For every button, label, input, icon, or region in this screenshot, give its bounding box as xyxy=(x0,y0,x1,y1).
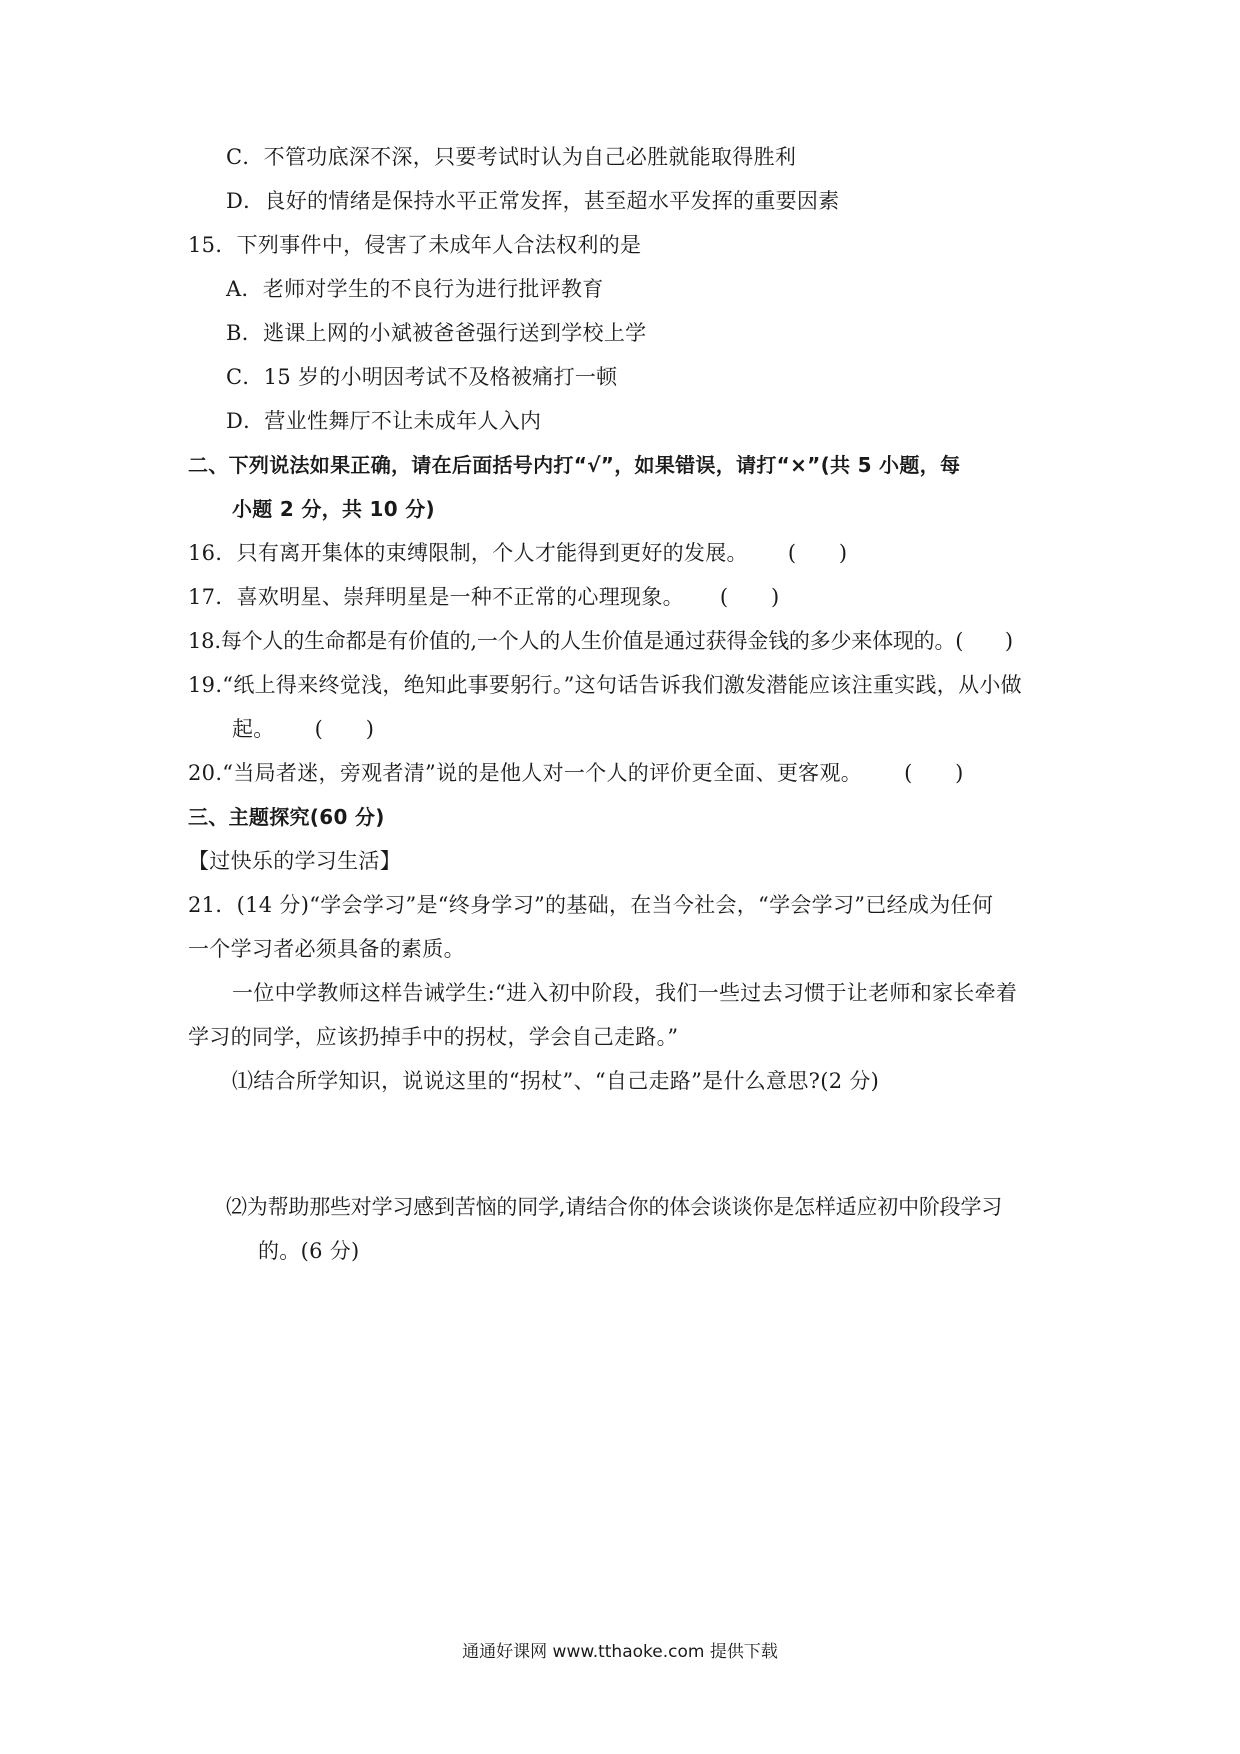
q15-option-b: B．逃课上网的小斌被爸爸强行送到学校上学 xyxy=(226,321,647,345)
q21-sub1: ⑴结合所学知识，说说这里的“拐杖”、“自己走路”是什么意思?(2 分) xyxy=(232,1069,880,1093)
page-footer: 通通好课网 www.tthaoke.com 提供下载 xyxy=(462,1642,778,1662)
q21-stem-line1: 21．(14 分)“学会学习”是“终身学习”的基础，在当今社会，“学会学习”已经成为任何 xyxy=(188,893,994,917)
q21-sub2-line1: ⑵为帮助那些对学习感到苦恼的同学,请结合你的体会谈谈你是怎样适应初中阶段学习 xyxy=(226,1195,1003,1219)
q17-statement xyxy=(188,583,780,611)
q15-option-a: A．老师对学生的不良行为进行批评教育 xyxy=(226,277,604,301)
q19-line1: 19.“纸上得来终觉浅，绝知此事要躬行。”这句话告诉我们激发潜能应该注重实践，从小做 xyxy=(188,673,1022,697)
q21-stem-line2: 一个学习者必须具备的素质。 xyxy=(188,937,465,961)
q17-text: 17．喜欢明星、崇拜明星是一种不正常的心理现象。 xyxy=(188,585,684,609)
q15-stem: 15．下列事件中，侵害了未成年人合法权利的是 xyxy=(188,233,642,257)
q19-line2 xyxy=(232,715,374,743)
q16-answer-blank: ( ) xyxy=(787,541,848,565)
q17-answer-blank: ( ) xyxy=(719,585,780,609)
q16-statement xyxy=(188,539,847,567)
q18-statement: 18.每个人的生命都是有价值的,一个人的人生价值是通过获得金钱的多少来体现的。( ) xyxy=(188,629,1013,653)
q15-option-c: C．15 岁的小明因考试不及格被痛打一顿 xyxy=(226,365,618,389)
section2-heading-line2: 小题 2 分，共 10 分) xyxy=(232,497,435,521)
q19-text-end: 起。 xyxy=(232,717,275,741)
q20-answer-blank: ( ) xyxy=(904,761,964,785)
q20-text: 20.“当局者迷，旁观者清”说的是他人对一个人的评价更全面、更客观。 xyxy=(188,761,863,785)
q16-text: 16．只有离开集体的束缚限制，个人才能得到更好的发展。 xyxy=(188,541,748,565)
q14-option-d: D．良好的情绪是保持水平正常发挥，甚至超水平发挥的重要因素 xyxy=(226,189,840,213)
q21-material-line2: 学习的同学，应该扔掉手中的拐杖，学会自己走路。” xyxy=(188,1025,679,1049)
q14-option-c: C．不管功底深不深，只要考试时认为自己必胜就能取得胜利 xyxy=(226,145,797,169)
q19-answer-blank: ( ) xyxy=(314,717,375,741)
section2-heading-line1: 二、下列说法如果正确，请在后面括号内打“√”，如果错误，请打“×”(共 5 小题，每 xyxy=(188,453,961,477)
section3-theme: 【过快乐的学习生活】 xyxy=(188,849,401,873)
q21-material-line1: 一位中学教师这样告诫学生:“进入初中阶段，我们一些过去习惯于让老师和家长牵着 xyxy=(232,981,1018,1005)
q21-sub2-line2: 的。(6 分) xyxy=(258,1239,360,1263)
q20-statement xyxy=(188,759,964,787)
q15-option-d: D．营业性舞厅不让未成年人入内 xyxy=(226,409,542,433)
section3-heading: 三、主题探究(60 分) xyxy=(188,805,385,829)
